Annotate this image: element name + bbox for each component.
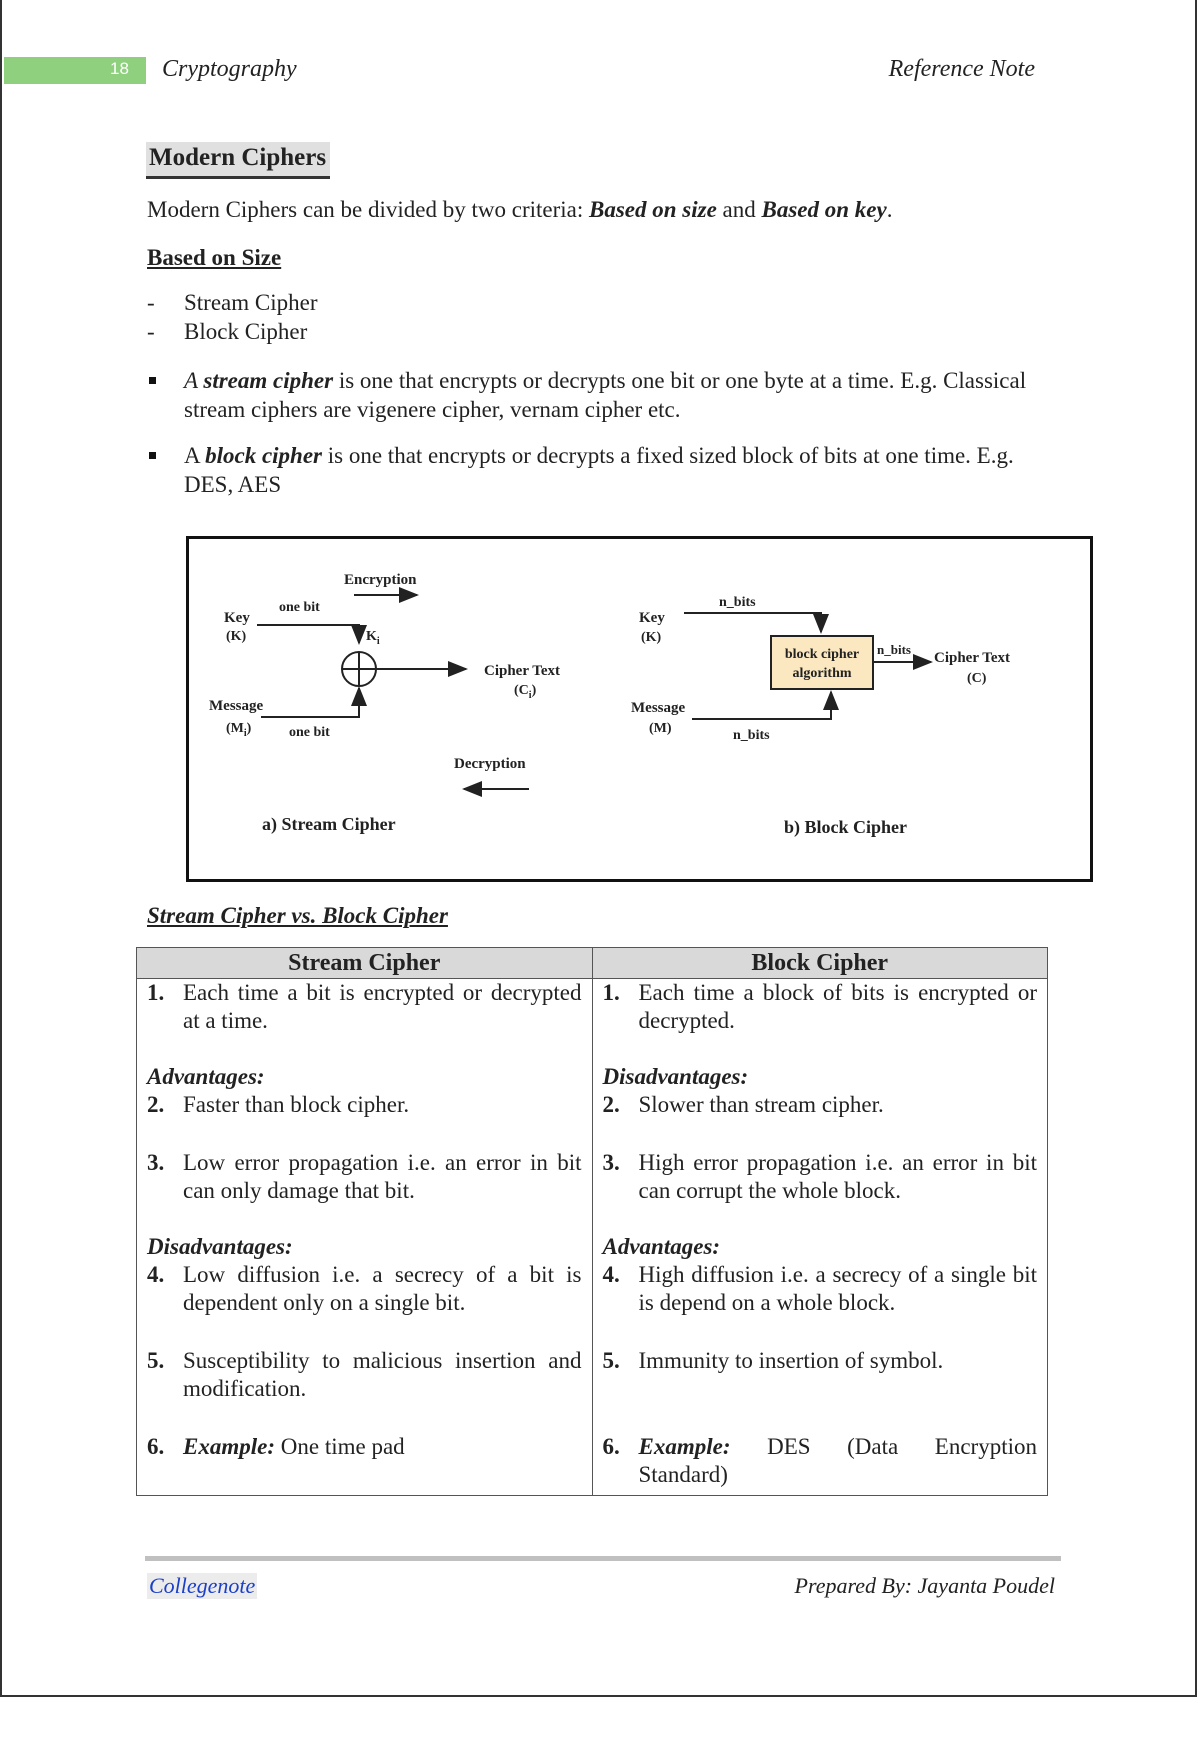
header-title: Cryptography <box>162 56 297 82</box>
stream-message-line <box>261 688 359 717</box>
section-title: Modern Ciphers <box>146 142 330 179</box>
stream-cipher-text-label: Cipher Text <box>484 663 560 679</box>
table-row: 3. Low error propagation i.e. an error in bit can only damage that bit. 3. High error propagation i.e. an error in bit can corrupt the whole block. <box>137 1149 1048 1233</box>
stream-key-line <box>257 625 359 643</box>
comparison-table <box>136 947 1048 1496</box>
stream-one-bit-bottom: one bit <box>289 725 330 740</box>
stream-one-bit-top: one bit <box>279 600 320 615</box>
page-number: 18 <box>110 59 129 78</box>
table-row: 5. Susceptibility to malicious insertion and modification. 5. Immunity to insertion of symbol. <box>137 1347 1048 1433</box>
block-box-line2: algorithm <box>792 666 852 681</box>
bullet-square-icon <box>149 452 156 459</box>
table-row: Disadvantages: 4. Low diffusion i.e. a secrecy of a bit is dependent only on a single bit. Advantages: 4. High diffusion i.e. a secrecy of a single bit is depend on a whole block. <box>137 1233 1048 1347</box>
block-n-bits-top: n_bits <box>719 595 756 610</box>
block-key-line <box>684 613 821 632</box>
stream-key-label: Key <box>224 610 250 626</box>
block-key-label: Key <box>639 610 665 626</box>
bullet-square-icon <box>149 377 156 384</box>
block-message-line <box>692 692 831 719</box>
intro-paragraph: Modern Ciphers can be divided by two criteria: Based on size and Based on key. <box>147 197 893 222</box>
bullet-block-cipher: A block cipher is one that encrypts or decrypts a fixed sized block of bits at one time. E.g. DES, AES <box>147 441 1067 499</box>
column-header-stream: Stream Cipher <box>137 948 593 979</box>
block-cipher-box <box>771 636 873 689</box>
block-caption: b) Block Cipher <box>784 817 908 837</box>
block-message-label: Message <box>631 700 686 716</box>
header-reference: Reference Note <box>888 56 1035 82</box>
list-item: - Block Cipher <box>147 319 308 344</box>
block-n-bits-bottom: n_bits <box>733 728 770 743</box>
stream-key-symbol: (K) <box>226 629 247 644</box>
block-box-line1: block cipher <box>784 647 860 662</box>
table-row: 1. Each time a bit is encrypted or decrypted at a time. 1. Each time a block of bits is encrypted or decrypted. <box>137 979 1048 1064</box>
decryption-label: Decryption <box>454 756 526 772</box>
footer-link[interactable]: Collegenote <box>149 1573 256 1598</box>
column-header-block: Block Cipher <box>592 948 1048 979</box>
list-item: - Stream Cipher <box>147 290 318 315</box>
footer-divider <box>145 1556 1061 1561</box>
block-cipher-text-label: Cipher Text <box>934 650 1010 666</box>
stream-caption: a) Stream Cipher <box>262 814 396 834</box>
subheading-based-on-size: Based on Size <box>147 245 282 270</box>
cipher-diagram <box>186 536 1093 882</box>
encryption-label: Encryption <box>344 572 417 588</box>
table-row: Advantages: 2. Faster than block cipher. Disadvantages: 2. Slower than stream cipher. <box>137 1063 1048 1149</box>
table-row: 6. Example: One time pad 6. Example: DES (Data Encryption Standard) <box>137 1433 1048 1496</box>
block-m-label: (M) <box>649 721 672 736</box>
stream-message-label: Message <box>209 698 264 714</box>
stream-mi-label: $(M_i)$ <box>226 721 252 739</box>
footer-author: Prepared By: Jayanta Poudel <box>794 1573 1055 1598</box>
block-key-symbol: (K) <box>641 630 662 645</box>
bullet-stream-cipher: A stream cipher is one that encrypts or decrypts one bit or one byte at a time. E.g. Classical stream ciphers are vigenere cipher, vernam cipher etc. <box>147 366 1067 424</box>
block-n-bits-out: n_bits <box>877 642 911 657</box>
stream-ki-label: $K_i$ <box>366 629 380 647</box>
cipher-diagram-svg <box>189 539 1096 885</box>
comparison-title: Stream Cipher vs. Block Cipher <box>147 903 448 928</box>
stream-ci-label: $(C_i)$ <box>514 683 537 701</box>
block-c-label: (C) <box>967 671 987 686</box>
